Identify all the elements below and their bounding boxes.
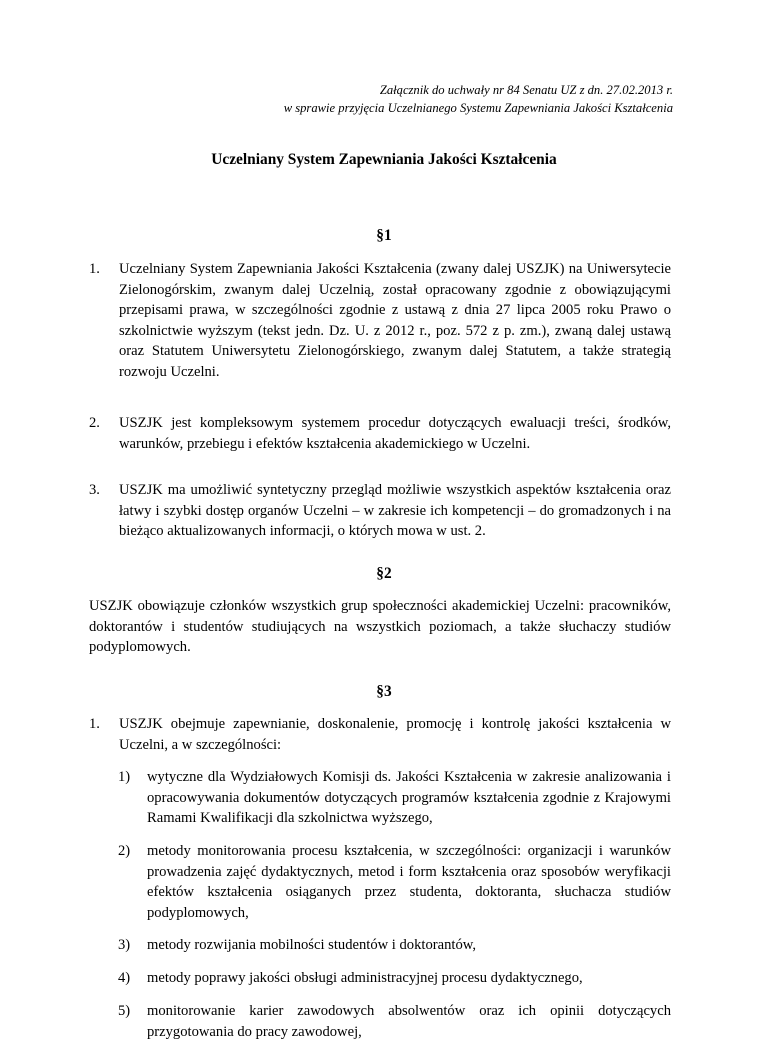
subitem-number: 5) xyxy=(118,1003,131,1019)
subitem-number: 2) xyxy=(118,843,131,859)
subitem-text: metody poprawy jakości obsługi administracyjnej procesu dydaktycznego, xyxy=(147,970,583,986)
subitem-text: metody monitorowania procesu kształcenia, w szczególności: organizacji i warunków prowadzenia zajęć dydaktycznych, metod i form kształcenia oraz sposobów weryfikacji efektów kształcenia osiąganych przez studenta, doktoranta, słuchacza studiów podyplomowych, xyxy=(147,843,671,921)
subitem-number: 4) xyxy=(118,970,131,986)
subitem-text: metody rozwijania mobilności studentów i doktorantów, xyxy=(147,937,476,953)
attachment-header xyxy=(284,82,673,117)
section-1-heading: §1 xyxy=(376,227,392,244)
header-line-2: w sprawie przyjęcia Uczelnianego Systemu Zapewniania Jakości Kształcenia xyxy=(283,100,673,115)
item-text: Uczelniany System Zapewniania Jakości Kształcenia (zwany dalej USZJK) na Uniwersytecie Zielonogórskim, zwanym dalej Uczelnią, został opracowany zgodnie z obowiązującymi przepisami prawa, w szczególności zgodnie z ustawą z dnia 27 lipca 2005 roku Prawo o szkolnictwie wyższym (tekst jedn. Dz. U. z 2012 r., poz. 572 z p. zm.), zwaną dalej ustawą oraz Statutem Uniwersytetu Zielonogórskiego, zwanym dalej Statutem, a także strategią rozwoju Uczelni. xyxy=(119,261,671,380)
item-number: 1. xyxy=(89,261,100,277)
section-3-heading: §3 xyxy=(376,683,392,700)
header-line-1: Załącznik do uchwały nr 84 Senatu UZ z dn. 27.02.2013 r. xyxy=(379,83,673,97)
item-number: 1. xyxy=(89,716,100,732)
item-text: USZJK ma umożliwić syntetyczny przegląd możliwie wszystkich aspektów kształcenia oraz łatwy i szybki dostęp organów Uczelni – w zakresie ich kompetencji – do gromadzonych i na bieżąco aktualizowanych informacji, o których mowa w ust. 2. xyxy=(119,482,671,540)
section-2-heading: §2 xyxy=(376,565,392,582)
item-number: 2. xyxy=(89,415,100,431)
section-2-text: USZJK obowiązuje członków wszystkich grup społeczności akademickiej Uczelni: pracowników, doktorantów i studentów studiujących na wszystkich poziomach, a także słuchaczy studiów podyplomowych. xyxy=(89,598,671,656)
document-title: Uczelniany System Zapewniania Jakości Kształcenia xyxy=(211,151,557,168)
subitem-text: wytyczne dla Wydziałowych Komisji ds. Jakości Kształcenia w zakresie analizowania i opracowywania dokumentów dotyczących programów kształcenia zgodnie z Krajowymi Ramami Kwalifikacji dla szkolnictwa wyższego, xyxy=(147,769,671,827)
item-number: 3. xyxy=(89,482,100,498)
subitem-number: 1) xyxy=(118,769,131,785)
item-text: USZJK jest kompleksowym systemem procedur dotyczących ewaluacji treści, środków, warunków, przebiegu i efektów kształcenia akademickiego w Uczelni. xyxy=(119,415,671,452)
subitem-number: 3) xyxy=(118,937,131,953)
item-text: USZJK obejmuje zapewnianie, doskonalenie, promocję i kontrolę jakości kształcenia w Uczelni, a w szczególności: xyxy=(119,716,671,753)
subitem-text: monitorowanie karier zawodowych absolwentów oraz ich opinii dotyczących przygotowania do pracy zawodowej, xyxy=(147,1003,671,1040)
